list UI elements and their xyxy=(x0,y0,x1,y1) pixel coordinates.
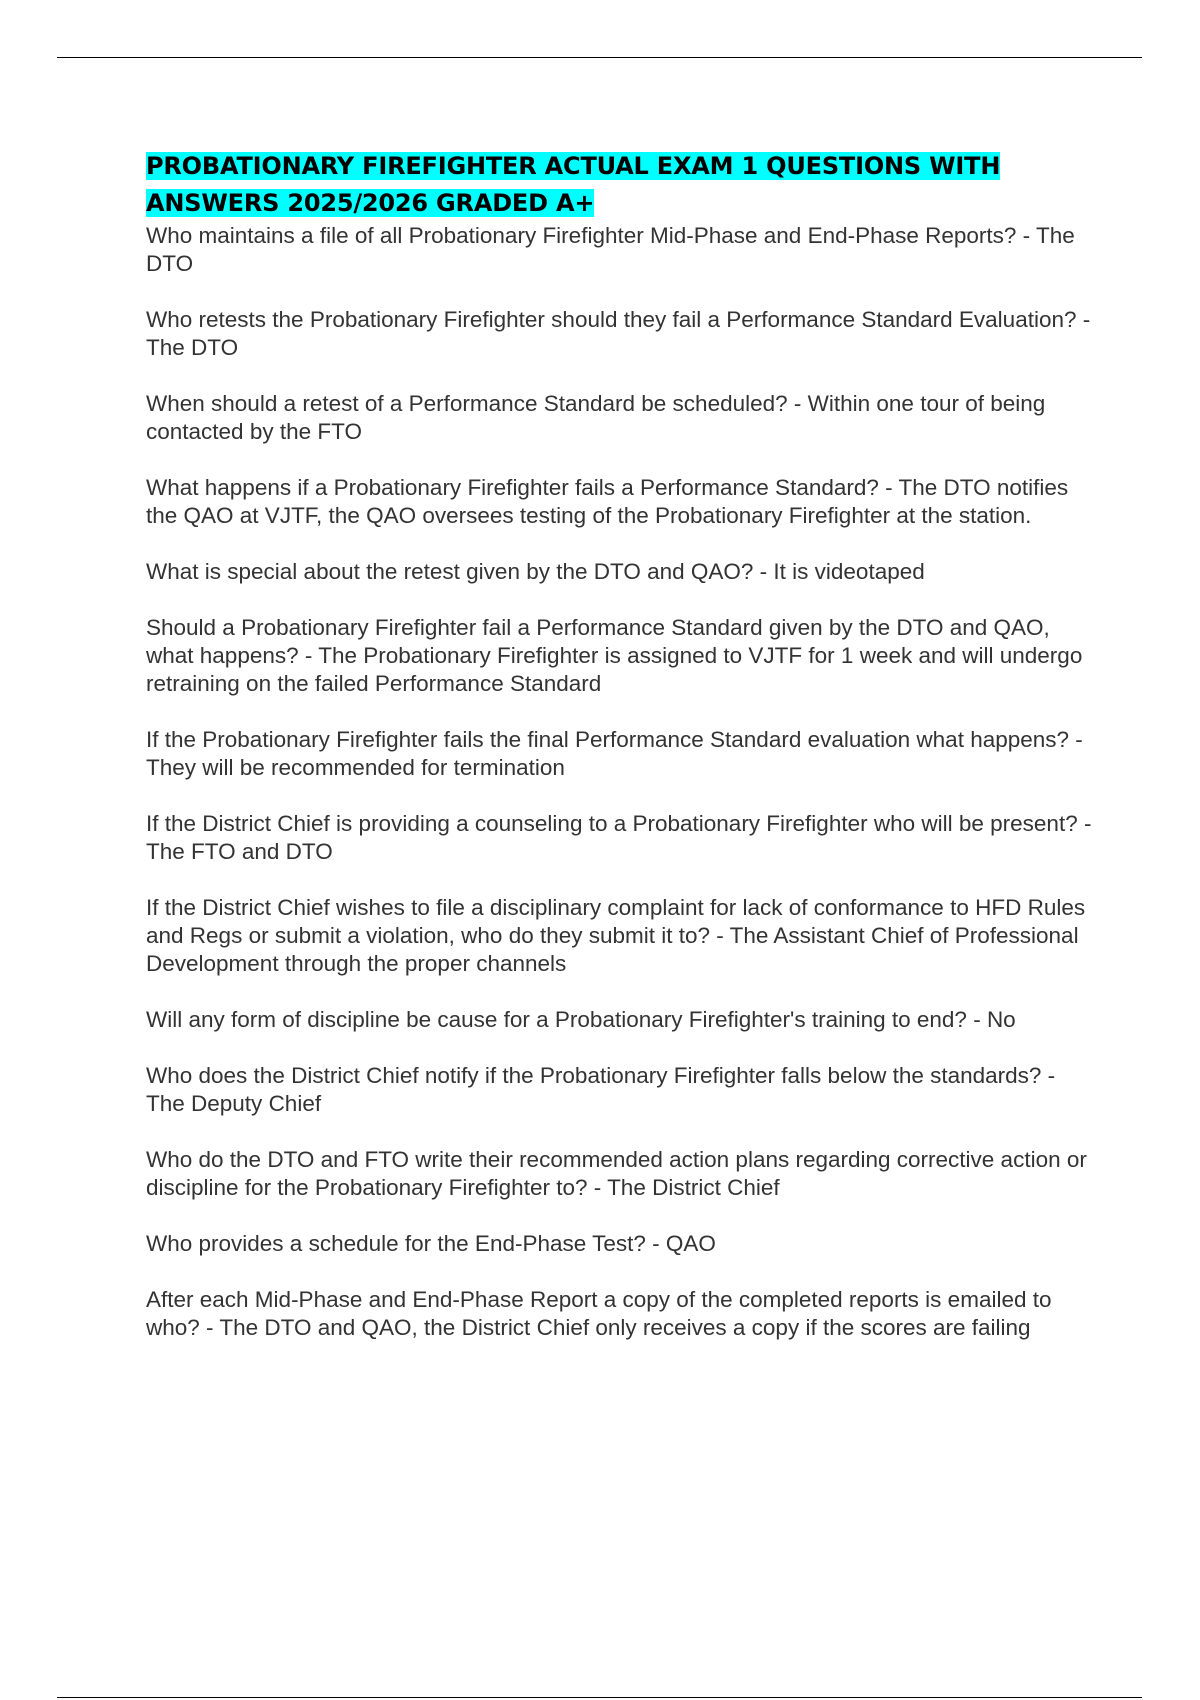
question-item: Who does the District Chief notify if the Probationary Firefighter falls below the standards? - The Deputy Chief xyxy=(146,1063,1056,1116)
document-body xyxy=(146,148,1096,1370)
question-item: When should a retest of a Performance Standard be scheduled? - Within one tour of being contacted by the FTO xyxy=(146,391,1046,444)
question-item: If the Probationary Firefighter fails the final Performance Standard evaluation what happens? - They will be recommended for termination xyxy=(146,727,1083,780)
question-item: Who maintains a file of all Probationary Firefighter Mid-Phase and End-Phase Reports? - The DTO xyxy=(146,223,1075,276)
top-divider xyxy=(57,57,1142,58)
question-item: Should a Probationary Firefighter fail a Performance Standard given by the DTO and QAO, what happens? - The Probationary Firefighter is assigned to VJTF for 1 week and will undergo retraining on the failed Performance Standard xyxy=(146,615,1083,696)
question-item: After each Mid-Phase and End-Phase Report a copy of the completed reports is emailed to who? - The DTO and QAO, the District Chief only receives a copy if the scores are failing xyxy=(146,1287,1052,1340)
question-item: Will any form of discipline be cause for a Probationary Firefighter's training to end? - No xyxy=(146,1007,1016,1032)
question-item: If the District Chief is providing a counseling to a Probationary Firefighter who will be present? - The FTO and DTO xyxy=(146,811,1092,864)
question-item: Who provides a schedule for the End-Phase Test? - QAO xyxy=(146,1231,716,1256)
question-item: If the District Chief wishes to file a disciplinary complaint for lack of conformance to HFD Rules and Regs or submit a violation, who do they submit it to? - The Assistant Chief of Professional Development through the proper channels xyxy=(146,895,1086,976)
question-item: What happens if a Probationary Firefighter fails a Performance Standard? - The DTO notifies the QAO at VJTF, the QAO oversees testing of the Probationary Firefighter at the station. xyxy=(146,475,1069,528)
title-line-1: PROBATIONARY FIREFIGHTER ACTUAL EXAM 1 QUESTIONS WITH xyxy=(146,152,1001,180)
question-item: Who do the DTO and FTO write their recommended action plans regarding corrective action or discipline for the Probationary Firefighter to? - The District Chief xyxy=(146,1147,1087,1200)
document-title xyxy=(146,148,1096,222)
title-line-2: ANSWERS 2025/2026 GRADED A+ xyxy=(146,189,595,217)
bottom-divider xyxy=(57,1697,1142,1698)
question-item: What is special about the retest given by the DTO and QAO? - It is videotaped xyxy=(146,559,925,584)
question-item: Who retests the Probationary Firefighter should they fail a Performance Standard Evaluation? - The DTO xyxy=(146,307,1091,360)
question-list xyxy=(146,222,1096,1342)
